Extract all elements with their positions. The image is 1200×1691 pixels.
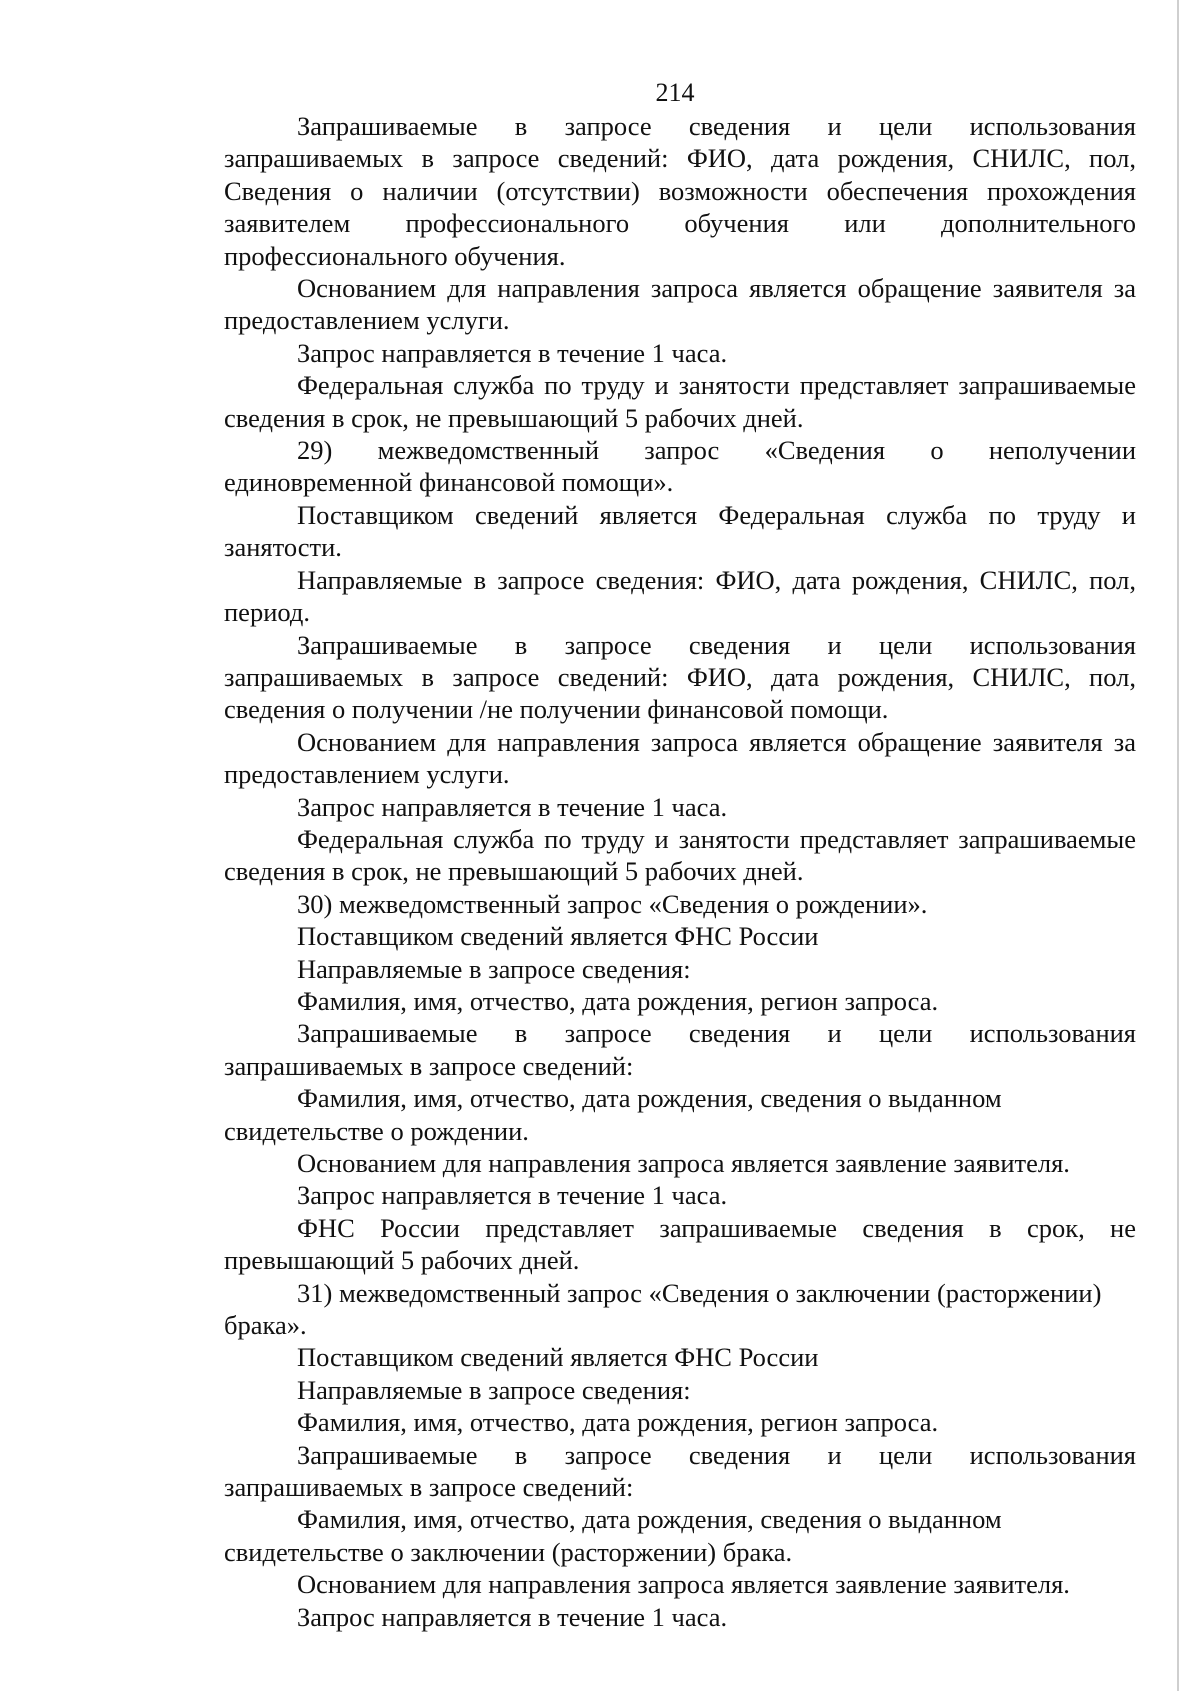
paragraph: Направляемые в запросе сведения: [297, 1374, 691, 1405]
paragraph: 29) межведомственный запрос «Сведения о неполучении единовременной финансовой помощи». [224, 435, 1136, 498]
paragraph: 30) межведомственный запрос «Сведения о рождении». [297, 888, 928, 919]
paragraph: Запрос направляется в течение 1 часа. [297, 1180, 728, 1211]
page-edge-line [1177, 0, 1179, 1691]
paragraph: Фамилия, имя, отчество, дата рождения, регион запроса. [297, 985, 939, 1016]
paragraph: Основанием для направления запроса является заявление заявителя. [297, 1148, 1070, 1178]
paragraph: Поставщиком сведений является Федеральная служба по труду и занятости. [224, 499, 1136, 563]
paragraph: Фамилия, имя, отчество, дата рождения, регион запроса. [297, 1407, 939, 1438]
paragraph: Поставщиком сведений является ФНС России [297, 1342, 819, 1373]
paragraph: Фамилия, имя, отчество, дата рождения, сведения о выданном свидетельстве о рождении. [224, 1083, 1002, 1146]
paragraph: 31) межведомственный запрос «Сведения о заключении (расторжении) брака». [224, 1277, 1102, 1341]
paragraph: Запрос направляется в течение 1 часа. [297, 1601, 728, 1632]
paragraph: Запрашиваемые в запросе сведения и цели использования запрашиваемых в запросе сведений: ФИО, дата рождения, СНИЛС, пол, Сведения о наличии (отсутствии) возможности обеспечения прохождения заявителем профессионального обучения или дополнительного профессионального обучения. [224, 111, 1136, 271]
paragraph: Федеральная служба по труду и занятости представляет запрашиваемые сведения в срок, не превышающий 5 рабочих дней. [224, 370, 1136, 433]
paragraph: Запрашиваемые в запросе сведения и цели использования запрашиваемых в запросе сведений: [224, 1018, 1136, 1081]
paragraph: Направляемые в запросе сведения: ФИО, дата рождения, СНИЛС, пол, период. [224, 564, 1136, 628]
paragraph: Запрос направляется в течение 1 часа. [297, 791, 728, 822]
paragraph: Направляемые в запросе сведения: [297, 953, 691, 984]
paragraph: ФНС России представляет запрашиваемые сведения в срок, не превышающий 5 рабочих дней. [224, 1212, 1136, 1276]
paragraph: Федеральная служба по труду и занятости представляет запрашиваемые сведения в срок, не превышающий 5 рабочих дней. [224, 823, 1136, 887]
paragraph: Основанием для направления запроса является заявление заявителя. [297, 1569, 1070, 1600]
paragraph: Запрашиваемые в запросе сведения и цели использования запрашиваемых в запросе сведений: ФИО, дата рождения, СНИЛС, пол, сведения о получении /не получении финансовой помощи. [224, 629, 1136, 725]
paragraph: Запрос направляется в течение 1 часа. [297, 337, 728, 368]
paragraph: Запрашиваемые в запросе сведения и цели использования запрашиваемых в запросе сведений: [224, 1439, 1136, 1503]
paragraph: Поставщиком сведений является ФНС России [297, 921, 819, 952]
document-body [224, 110, 1136, 1633]
paragraph: Основанием для направления запроса является обращение заявителя за предоставлением услуги. [224, 273, 1136, 336]
paragraph: Основанием для направления запроса является обращение заявителя за предоставлением услуги. [224, 726, 1136, 790]
page-number: 214 [655, 78, 695, 107]
paragraph: Фамилия, имя, отчество, дата рождения, сведения о выданном свидетельстве о заключении (расторжении) брака. [224, 1504, 1002, 1567]
